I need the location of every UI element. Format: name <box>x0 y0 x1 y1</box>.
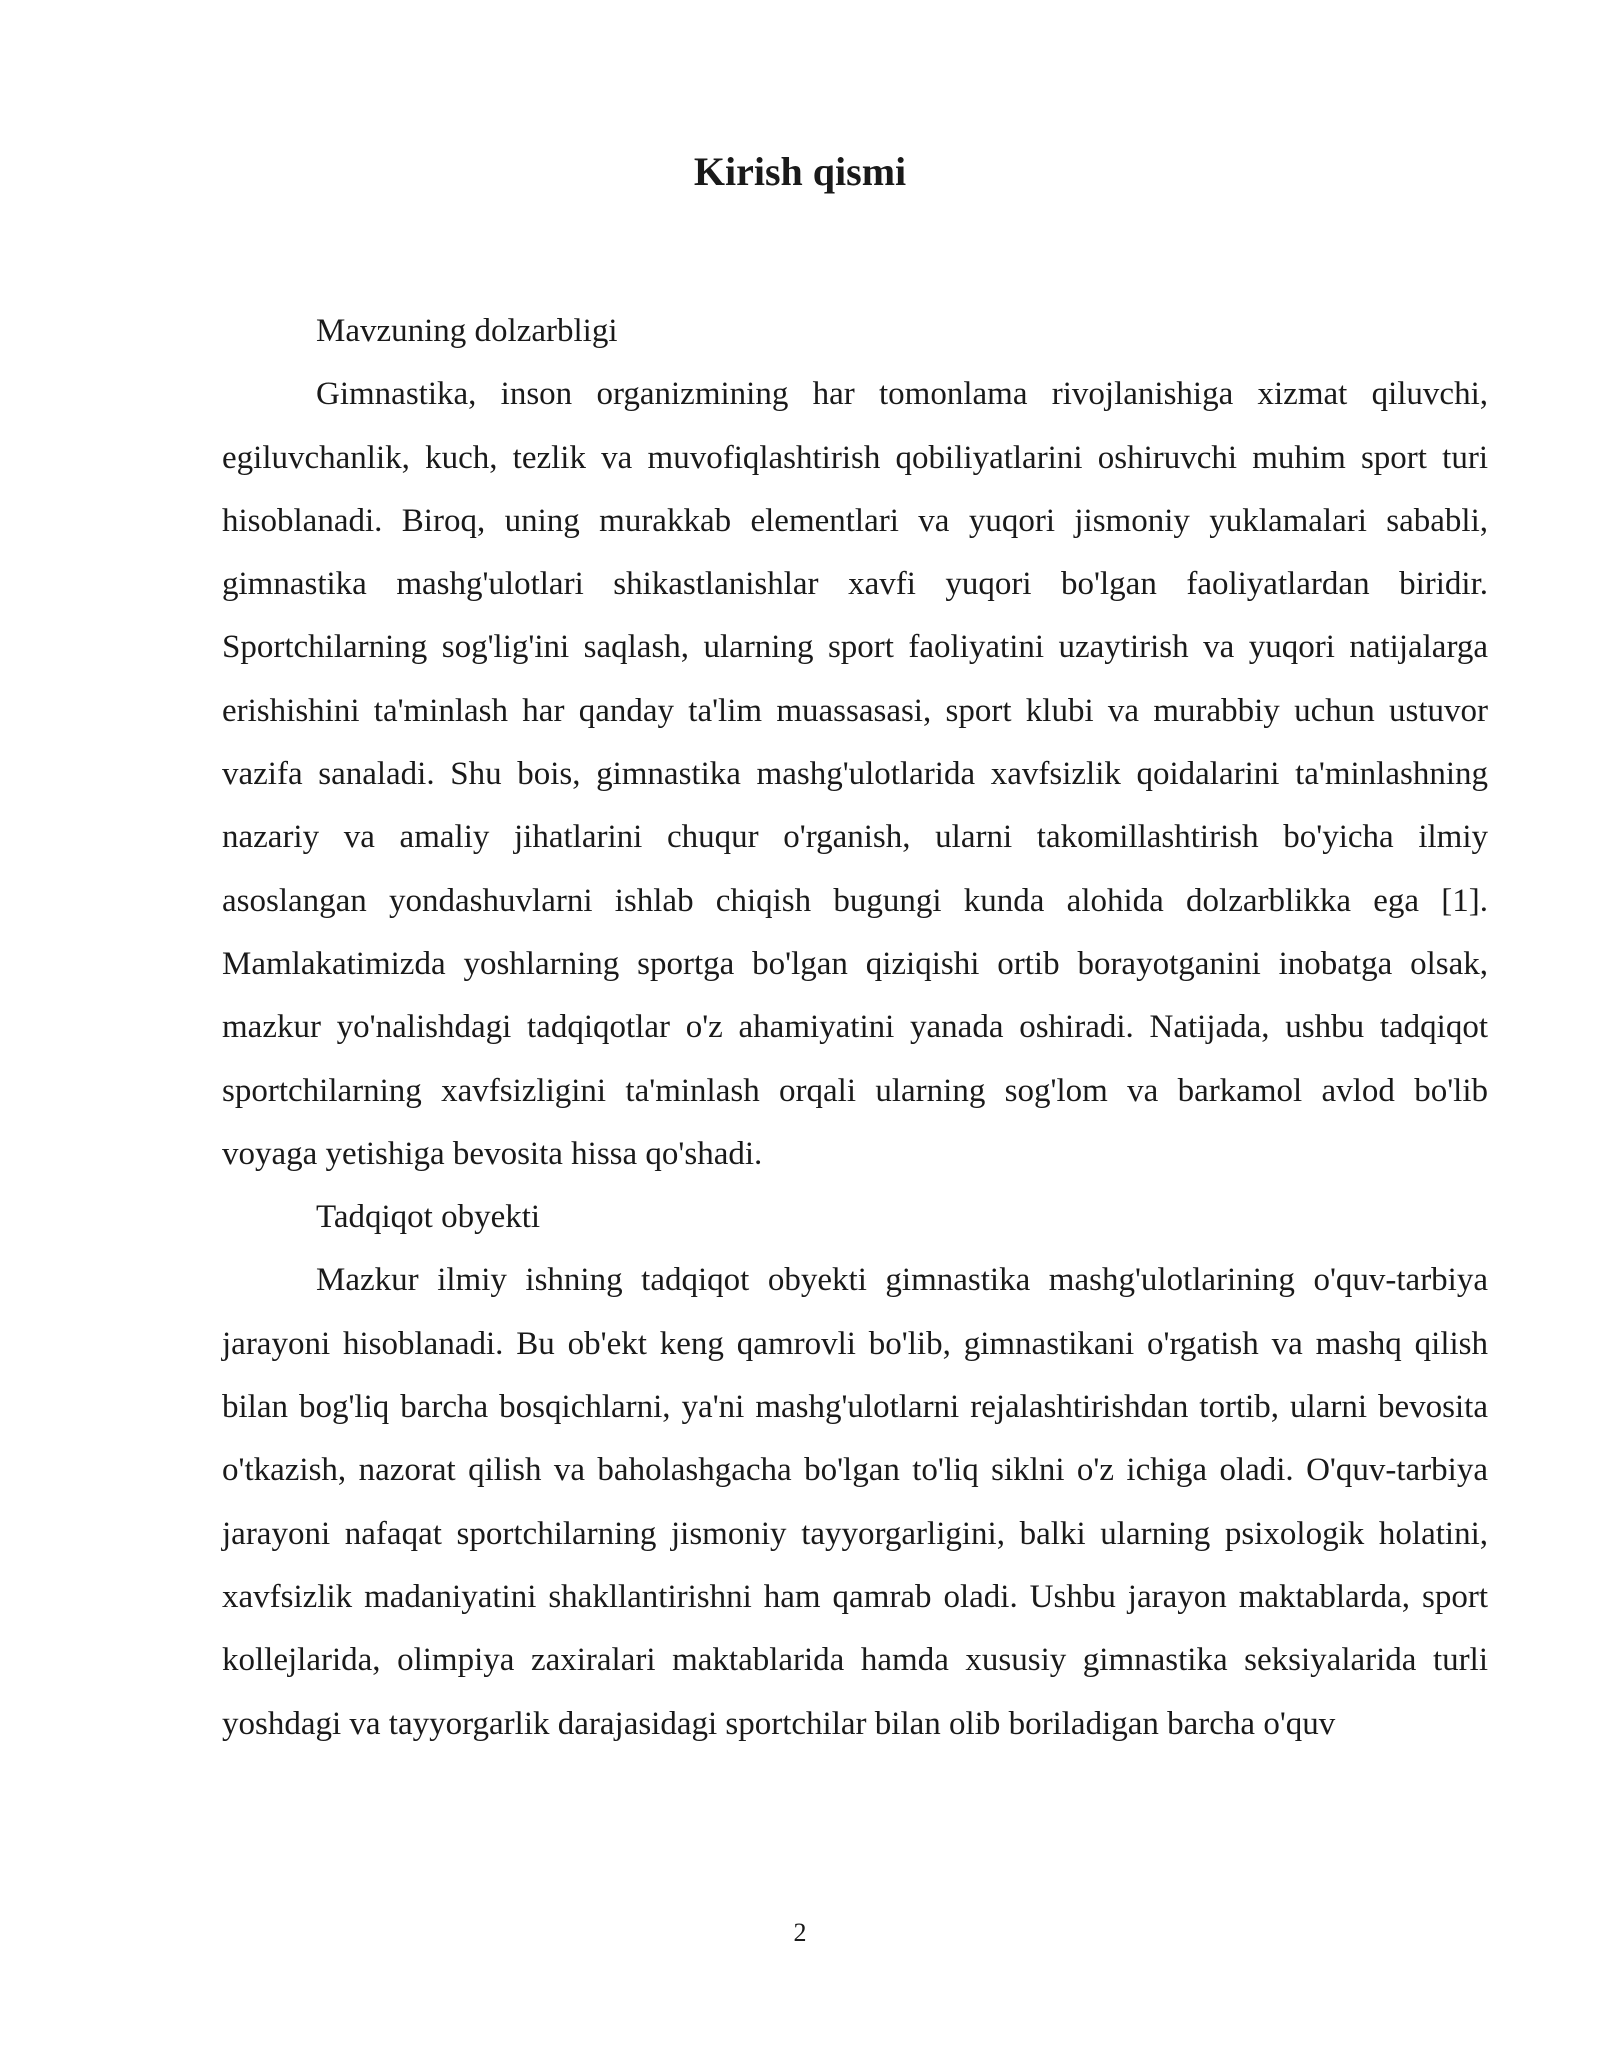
document-body <box>222 300 1488 1756</box>
page-number: 2 <box>793 1918 807 1947</box>
paragraph-relevance: Gimnastika, inson organizmining har tomonlama rivojlanishiga xizmat qiluvchi, egiluvchanlik, kuch, tezlik va muvofiqlashtirish qobiliyatlarini oshiruvchi muhim sport turi hisoblanadi. Biroq, uning murakkab elementlari va yuqori jismoniy yuklamalari sababli, gimnastika mashg'ulotlari shikastlanishlar xavfi yuqori bo'lgan faoliyatlardan biridir. Sportchilarning sog'lig'ini saqlash, ularning sport faoliyatini uzaytirish va yuqori natijalarga erishishini ta'minlash har qanday ta'lim muassasasi, sport klubi va murabbiy uchun ustuvor vazifa sanaladi. Shu bois, gimnastika mashg'ulotlarida xavfsizlik qoidalarini ta'minlashning nazariy va amaliy jihatlarini chuqur o'rganish, ularni takomillashtirish bo'yicha ilmiy asoslangan yondashuvlarni ishlab chiqish bugungi kunda alohida dolzarblikka ega [1]. Mamlakatimizda yoshlarning sportga bo'lgan qiziqishi ortib borayotganini inobatga olsak, mazkur yo'nalishdagi tadqiqotlar o'z ahamiyatini yanada oshiradi. Natijada, ushbu tadqiqot sportchilarning xavfsizligini ta'minlash orqali ularning sog'lom va barkamol avlod bo'lib voyaga yetishiga bevosita hissa qo'shadi. <box>222 376 1488 1172</box>
section-heading-relevance: Mavzuning dolzarbligi <box>316 313 618 349</box>
section-heading-research-object: Tadqiqot obyekti <box>316 1199 541 1236</box>
paragraph-research-object: Mazkur ilmiy ishning tadqiqot obyekti gimnastika mashg'ulotlarining o'quv-tarbiya jarayoni hisoblanadi. Bu ob'ekt keng qamrovli bo'lib, gimnastikani o'rgatish va mashq qilish bilan bog'liq barcha bosqichlarni, ya'ni mashg'ulotlarni rejalashtirishdan tortib, ularni bevosita o'tkazish, nazorat qilish va baholashgacha bo'lgan to'liq siklni o'z ichiga oladi. O'quv-tarbiya jarayoni nafaqat sportchilarning jismoniy tayyorgarligini, balki ularning psixologik holatini, xavfsizlik madaniyatini shakllantirishni ham qamrab oladi. Ushbu jarayon maktablarda, sport kollejlarida, olimpiya zaxiralari maktablarida hamda xususiy gimnastika seksiyalarida turli yoshdagi va tayyorgarlik darajasidagi sportchilar bilan olib boriladigan barcha o'quv <box>222 1262 1488 1742</box>
page-title: Kirish qismi <box>693 149 907 194</box>
